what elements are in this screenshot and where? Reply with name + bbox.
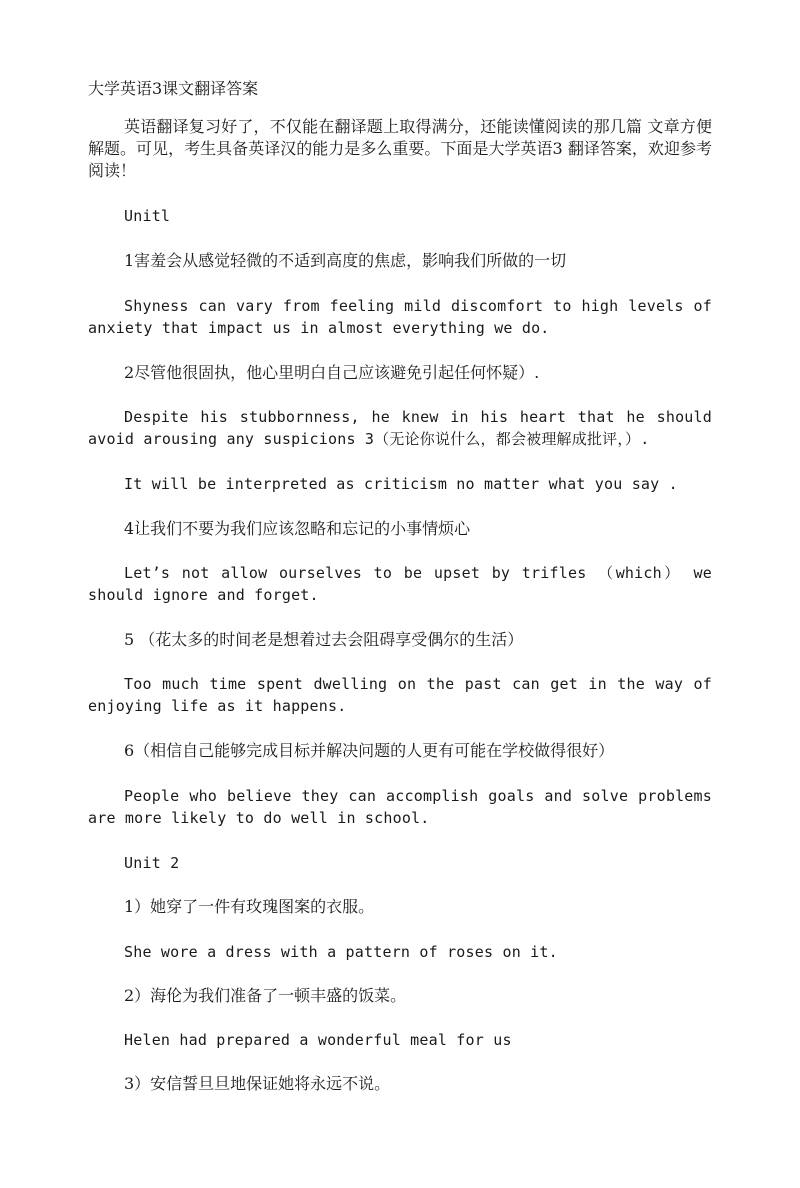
unit-2-item-1-chinese: 1）她穿了一件有玫瑰图案的衣服。 [124, 897, 375, 916]
unit-2-item-2-english: Helen had prepared a wonderful meal for us [124, 1031, 512, 1049]
unit-1-item-3-english: It will be interpreted as criticism no matter what you say . [124, 475, 678, 493]
intro-paragraph: 英语翻译复习好了，不仅能在翻译题上取得满分，还能读懂阅读的那几篇 文章方便解题。可见，考生具备英译汉的能力是多么重要。下面是大学英语3 翻译答案，欢迎参考阅读！ [88, 117, 712, 180]
unit-1-item-5-english: Too much time spent dwelling on the past can get in the way of enjoying life as it happens. [88, 675, 712, 715]
unit-1-item-2-english: Despite his stubbornness, he knew in his heart that he should avoid arousing any suspicions 3（无论你说什么，都会被理解成批评，）. [88, 408, 712, 448]
unit-1-item-1-chinese: 1害羞会从感觉轻微的不适到高度的焦虑，影响我们所做的一切 [124, 251, 567, 270]
unit-1-item-4-english: Let’s not allow ourselves to be upset by trifles （which） we should ignore and forget. [88, 564, 712, 604]
unit-2-heading: Unit 2 [124, 854, 180, 872]
unit-2-item-1-english: She wore a dress with a pattern of roses on it. [124, 943, 558, 961]
document-title: 大学英语3课文翻译答案 [88, 79, 259, 98]
unit-1-item-4-chinese: 4让我们不要为我们应该忽略和忘记的小事情烦心 [124, 519, 471, 538]
unit-1-item-5-chinese: 5 （花太多的时间老是想着过去会阻碍享受偶尔的生活） [124, 630, 524, 649]
unit-1-item-6-chinese: 6（相信自己能够完成目标并解决问题的人更有可能在学校做得很好） [124, 741, 615, 760]
unit-1-heading: Unitl [124, 207, 171, 225]
unit-1-item-6-english: People who believe they can accomplish goals and solve problems are more likely to do well in school. [88, 787, 712, 827]
unit-1-item-2-chinese: 2尽管他很固执，他心里明白自己应该避免引起任何怀疑）. [124, 363, 540, 382]
unit-2-item-2-chinese: 2）海伦为我们准备了一顿丰盛的饭菜。 [124, 986, 407, 1005]
unit-1-item-1-english: Shyness can vary from feeling mild discomfort to high levels of anxiety that impact us in almost everything we do. [88, 297, 712, 337]
unit-2-item-3-chinese: 3）安信誓旦旦地保证她将永远不说。 [124, 1074, 391, 1093]
